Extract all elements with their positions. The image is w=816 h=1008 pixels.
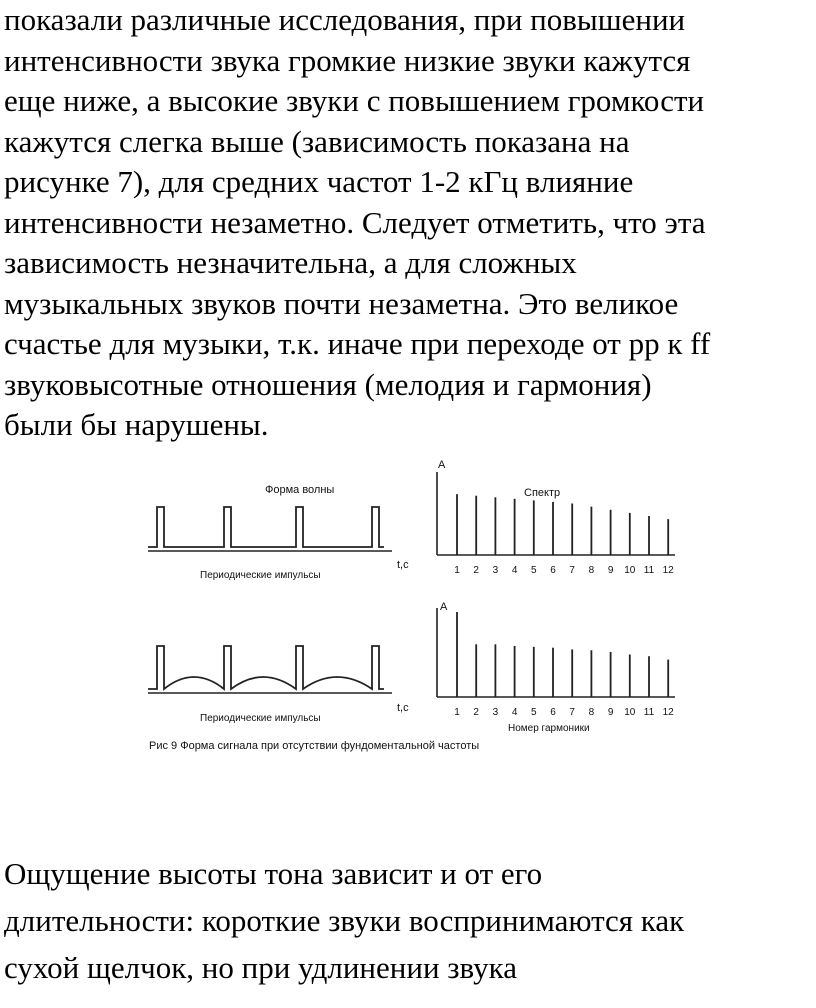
pulse-train: [148, 507, 384, 547]
harmonic-tick-label: 6: [550, 565, 556, 576]
text-line: интенсивности незаметно. Следует отметить, что эта: [4, 204, 706, 240]
harmonic-tick-label: 11: [643, 565, 655, 576]
harmonic-tick-label: 7: [569, 565, 575, 576]
harmonic-tick-label: 9: [607, 707, 614, 718]
harmonic-tick-label: 10: [624, 565, 636, 576]
text-line: звуковысотные отношения (мелодия и гармония): [4, 366, 652, 402]
harmonic-tick-label: 8: [588, 707, 595, 718]
harmonic-tick-label: 8: [588, 565, 595, 576]
paragraph-2: [4, 850, 812, 991]
spectrum-bottom: [437, 601, 675, 734]
time-axis-label: t,c: [397, 702, 409, 714]
harmonic-tick-label: 4: [511, 707, 518, 718]
waveform-caption: Периодические импульсы: [200, 713, 321, 724]
harmonic-axis-label: Номер гармоники: [508, 723, 590, 734]
harmonic-tick-label: 12: [662, 565, 674, 576]
pulse-train-curved: [148, 646, 384, 689]
text-line: зависимость незначительна, а для сложных: [4, 245, 577, 280]
harmonic-tick-label: 11: [643, 707, 655, 718]
text-line: сухой щелчок, но при удлинении звука: [4, 950, 517, 985]
harmonic-tick-label: 2: [473, 565, 479, 576]
time-axis-label: t,c: [397, 559, 409, 571]
text-line: музыкальных звуков почти незаметна. Это великое: [4, 285, 679, 321]
harmonic-tick-label: 3: [492, 707, 499, 718]
harmonic-tick-label: 12: [662, 707, 674, 718]
amplitude-label: А: [440, 601, 448, 613]
text-line: были бы нарушены.: [4, 407, 269, 442]
spectrum-title: Спектр: [524, 487, 561, 499]
harmonic-tick-label: 5: [531, 565, 537, 576]
text-line: интенсивности звука громкие низкие звуки кажутся: [4, 42, 691, 78]
harmonic-tick-label: 3: [492, 565, 499, 576]
figure-caption: Рис 9 Форма сигнала при отсутствии фундоментальной частоты: [149, 740, 480, 752]
harmonic-tick-label: 1: [454, 707, 460, 718]
harmonic-tick-label: 1: [454, 565, 460, 576]
amplitude-label: А: [438, 459, 446, 471]
text-line: Ощущение высоты тона зависит и от его: [4, 856, 543, 891]
text-line: кажутся слегка выше (зависимость показана на: [4, 123, 630, 159]
text-line: рисунке 7), для средних частот 1-2 кГц влияние: [4, 164, 634, 199]
text-line: еще ниже, а высокие звуки с повышением громкости: [4, 83, 705, 118]
text-line: счастье для музыки, т.к. иначе при переходе от pp к ff: [4, 326, 711, 361]
harmonic-tick-label: 9: [607, 565, 614, 576]
spectrum-top: [437, 459, 675, 576]
harmonic-tick-label: 6: [550, 707, 556, 718]
waveform-title: Форма волны: [265, 484, 335, 496]
harmonic-tick-label: 2: [473, 707, 479, 718]
harmonic-tick-label: 5: [531, 707, 537, 718]
harmonic-tick-label: 10: [624, 707, 636, 718]
text-line: показали различные исследования, при повышении: [4, 2, 686, 37]
waveform-caption: Периодические импульсы: [200, 570, 321, 581]
harmonic-tick-label: 7: [569, 707, 575, 718]
text-line: длительности: короткие звуки воспринимаются как: [4, 903, 685, 938]
harmonic-tick-label: 4: [511, 565, 518, 576]
